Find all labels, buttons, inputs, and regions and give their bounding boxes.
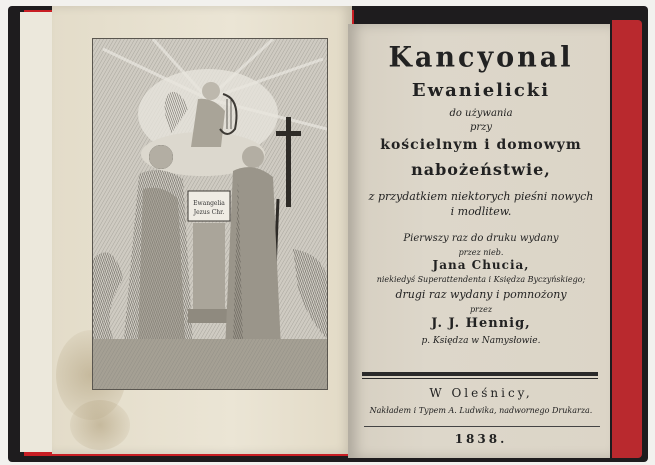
text-jana-chucia: Jana Chucia, bbox=[432, 258, 530, 272]
text-przez-nieb: przez nieb. bbox=[458, 248, 504, 257]
divider-rule bbox=[362, 372, 598, 376]
book-label-line1: Ewangelia bbox=[193, 200, 225, 207]
divider-rule-small bbox=[364, 426, 600, 427]
text-imprint: Nakładem i Typem A. Ludwika, nadwornego Drukarza. bbox=[369, 406, 593, 415]
text-drugi-raz: drugi raz wydany i pomnożony bbox=[395, 288, 567, 301]
book-label-line2: Jezus Chr. bbox=[193, 209, 225, 216]
book-subtitle: Ewanielicki bbox=[411, 80, 551, 101]
red-page-edge-right bbox=[612, 20, 642, 458]
text-niekiedys: niekiedyś Superattendenta i Księdza Byczyńskiego; bbox=[376, 275, 586, 284]
text-koscielnym: kościelnym i domowym bbox=[380, 137, 582, 153]
text-place: W Oleśnicy, bbox=[429, 386, 533, 400]
text-nabozenstwie: nabożeństwie, bbox=[411, 160, 551, 179]
book-title: Kancyonal bbox=[388, 41, 574, 74]
text-year: 1838. bbox=[454, 432, 508, 446]
text-z-przydatkiem: z przydatkiem niektorych pieśni nowych bbox=[368, 190, 594, 203]
divider-rule-thin bbox=[362, 378, 598, 379]
engraving-illustration bbox=[93, 39, 327, 389]
page-stain bbox=[70, 400, 130, 450]
text-pierwszy-raz: Pierwszy raz do druku wydany bbox=[403, 233, 559, 244]
text-przez: przez bbox=[469, 305, 493, 314]
text-i-modlitew: i modlitew. bbox=[450, 205, 512, 218]
text-do-uzywania: do używania bbox=[449, 108, 513, 119]
text-przy: przy bbox=[469, 122, 493, 133]
frontispiece-engraving bbox=[92, 38, 328, 390]
text-hennig: J. J. Hennig, bbox=[431, 316, 531, 331]
text-ksiedza: p. Księdza w Namysłowie. bbox=[421, 336, 541, 346]
